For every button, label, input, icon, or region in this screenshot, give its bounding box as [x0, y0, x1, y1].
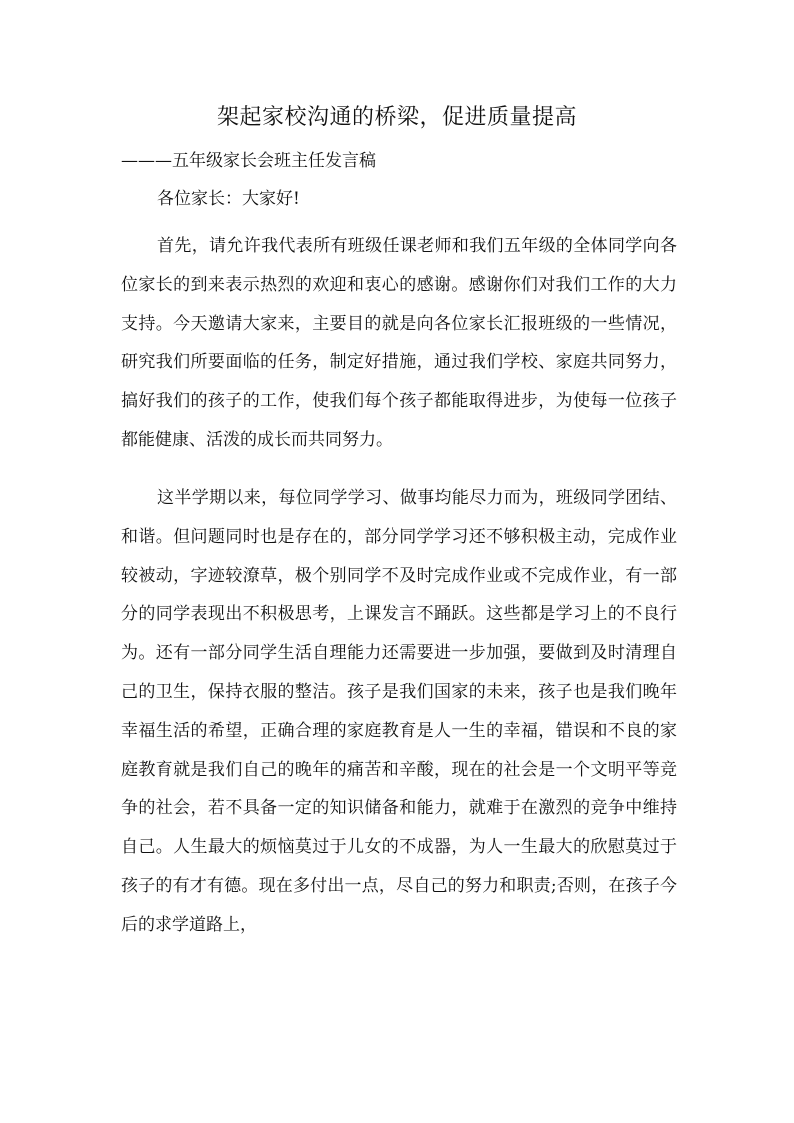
document-subtitle: ———五年级家长会班主任发言稿 — [121, 151, 376, 171]
document-title: 架起家校沟通的桥梁，促进质量提高 — [216, 105, 577, 130]
greeting-line: 各位家长：大家好! — [157, 189, 300, 209]
paragraph-2: 这半学期以来，每位同学学习、做事均能尽力而为，班级同学团结、和谐。但问题同时也是存在的，部分同学学习还不够积极主动，完成作业较被动，字迹较潦草，极个别同学不及时完成作业或不完成作业，有一部分的同学表现出不积极思考，上课发言不踊跃。这些都是学习上的不良行为。还有一部分同学生活自理能力还需要进一步加强，要做到及时清理自己的卫生，保持衣服的整洁。孩子是我们国家的未来，孩子也是我们晚年幸福生活的希望，正确合理的家庭教育是人一生的幸福，错误和不良的家庭教育就是我们自己的晚年的痛苦和辛酸，现在的社会是一个文明平等竞争的社会，若不具备一定的知识储备和能力，就难于在激烈的竞争中维持自己。人生最大的烦恼莫过于儿女的不成器，为人一生最大的欣慰莫过于孩子的有才有德。现在多付出一点，尽自己的努力和职责;否则，在孩子今后的求学道路上， — [121, 488, 677, 935]
paragraph-1: 首先，请允许我代表所有班级任课老师和我们五年级的全体同学向各位家长的到来表示热烈的欢迎和衷心的感谢。感谢你们对我们工作的大力支持。今天邀请大家来，主要目的就是向各位家长汇报班级的一些情况，研究我们所要面临的任务，制定好措施，通过我们学校、家庭共同努力，搞好我们的孩子的工作，使我们每个孩子都能取得进步，为使每一位孩子都能健康、活泼的成长而共同努力。 — [121, 236, 677, 450]
